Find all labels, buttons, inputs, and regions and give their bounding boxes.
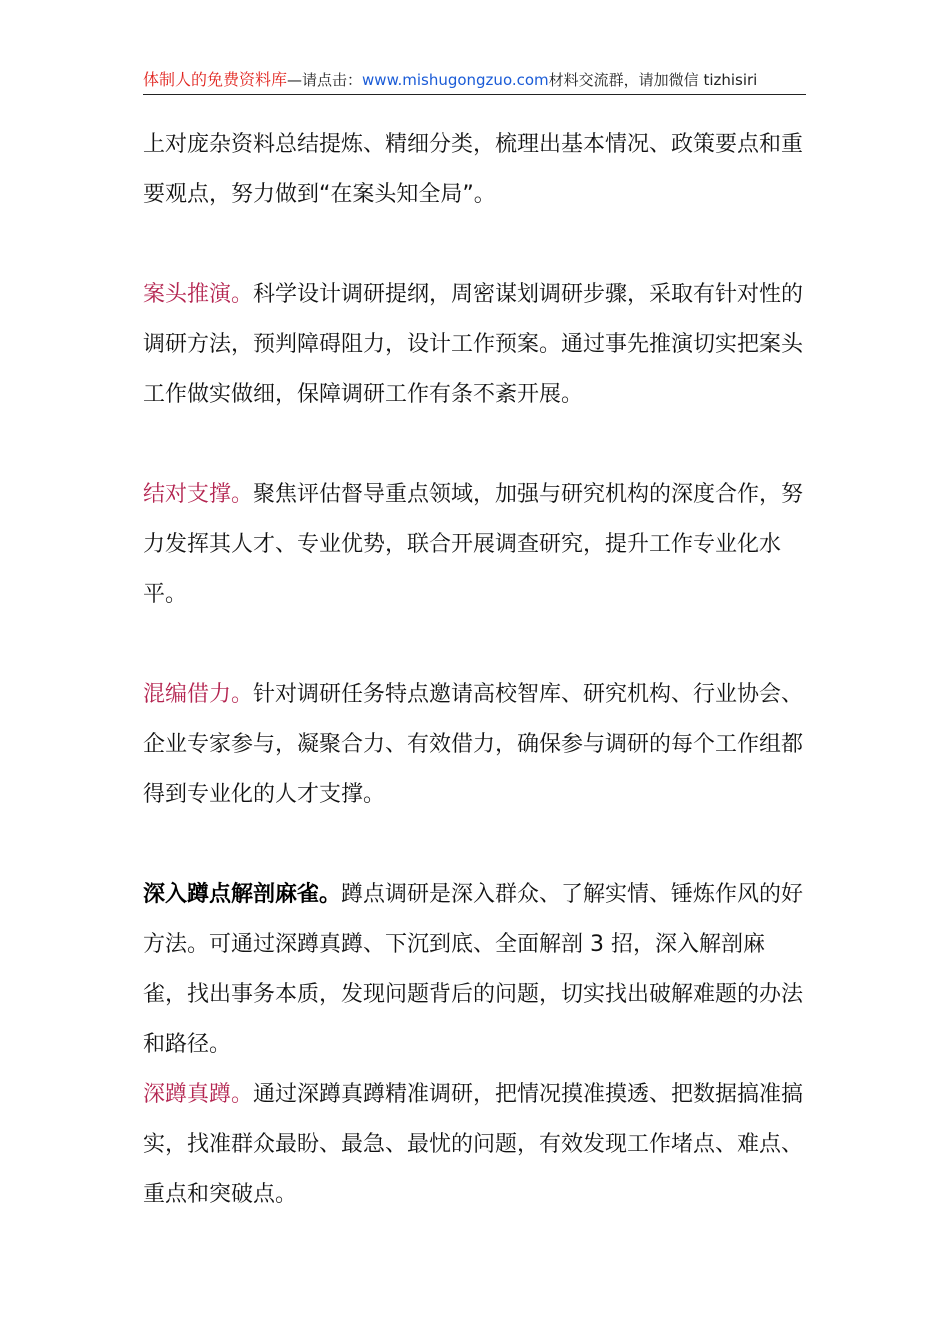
paragraph-gap [143, 620, 808, 670]
header-brand: 体制人的免费资料库 [143, 70, 288, 89]
paragraph-desk-rehearsal [143, 270, 808, 420]
paragraph-deep-squat [143, 1070, 808, 1220]
paragraph-gap [143, 420, 808, 470]
header-website-link[interactable]: www.mishugongzuo.com [362, 71, 549, 89]
paragraph-paired-support [143, 470, 808, 620]
paragraph-gap [143, 220, 808, 270]
paragraph-lead: 深蹲真蹲。 [143, 1082, 254, 1107]
paragraph-lead: 结对支撑。 [143, 482, 254, 507]
paragraph-text: 蹲点调研是深入群众、了解实情、锤炼作风的好方法。可通过深蹲真蹲、下沉到底、全面解剖 3 招，深入解剖麻雀，找出事务本质，发现问题背后的问题，切实找出破解难题的办法和路径。 [143, 882, 804, 1057]
paragraph-field-study [143, 870, 808, 1070]
paragraph-gap [143, 820, 808, 870]
paragraph-text: 通过深蹲真蹲精准调研，把情况摸准摸透、把数据搞准搞实，找准群众最盼、最急、最忧的问题，有效发现工作堵点、难点、重点和突破点。 [143, 1082, 804, 1207]
paragraph-text: 针对调研任务特点邀请高校智库、研究机构、行业协会、企业专家参与，凝聚合力、有效借力，确保参与调研的每个工作组都得到专业化的人才支撑。 [143, 682, 804, 807]
paragraph-continued [143, 120, 808, 220]
paragraph-text: 科学设计调研提纲，周密谋划调研步骤，采取有针对性的调研方法，预判障碍阻力，设计工作预案。通过事先推演切实把案头工作做实做细，保障调研工作有条不紊开展。 [143, 282, 804, 407]
section-heading: 深入蹲点解剖麻雀。 [143, 882, 342, 907]
paragraph-text: 上对庞杂资料总结提炼、精细分类，梳理出基本情况、政策要点和重要观点，努力做到“在案头知全局”。 [143, 132, 804, 207]
document-body [143, 120, 808, 1220]
page-header [143, 68, 806, 95]
header-wechat-note: 材料交流群，请加微信 tizhisiri [548, 71, 758, 89]
paragraph-lead: 案头推演。 [143, 282, 254, 307]
header-separator: —请点击： [287, 71, 363, 89]
paragraph-lead: 混编借力。 [143, 682, 254, 707]
paragraph-mixed-teams [143, 670, 808, 820]
paragraph-text: 聚焦评估督导重点领域，加强与研究机构的深度合作，努力发挥其人才、专业优势，联合开展调查研究，提升工作专业化水平。 [143, 482, 804, 607]
